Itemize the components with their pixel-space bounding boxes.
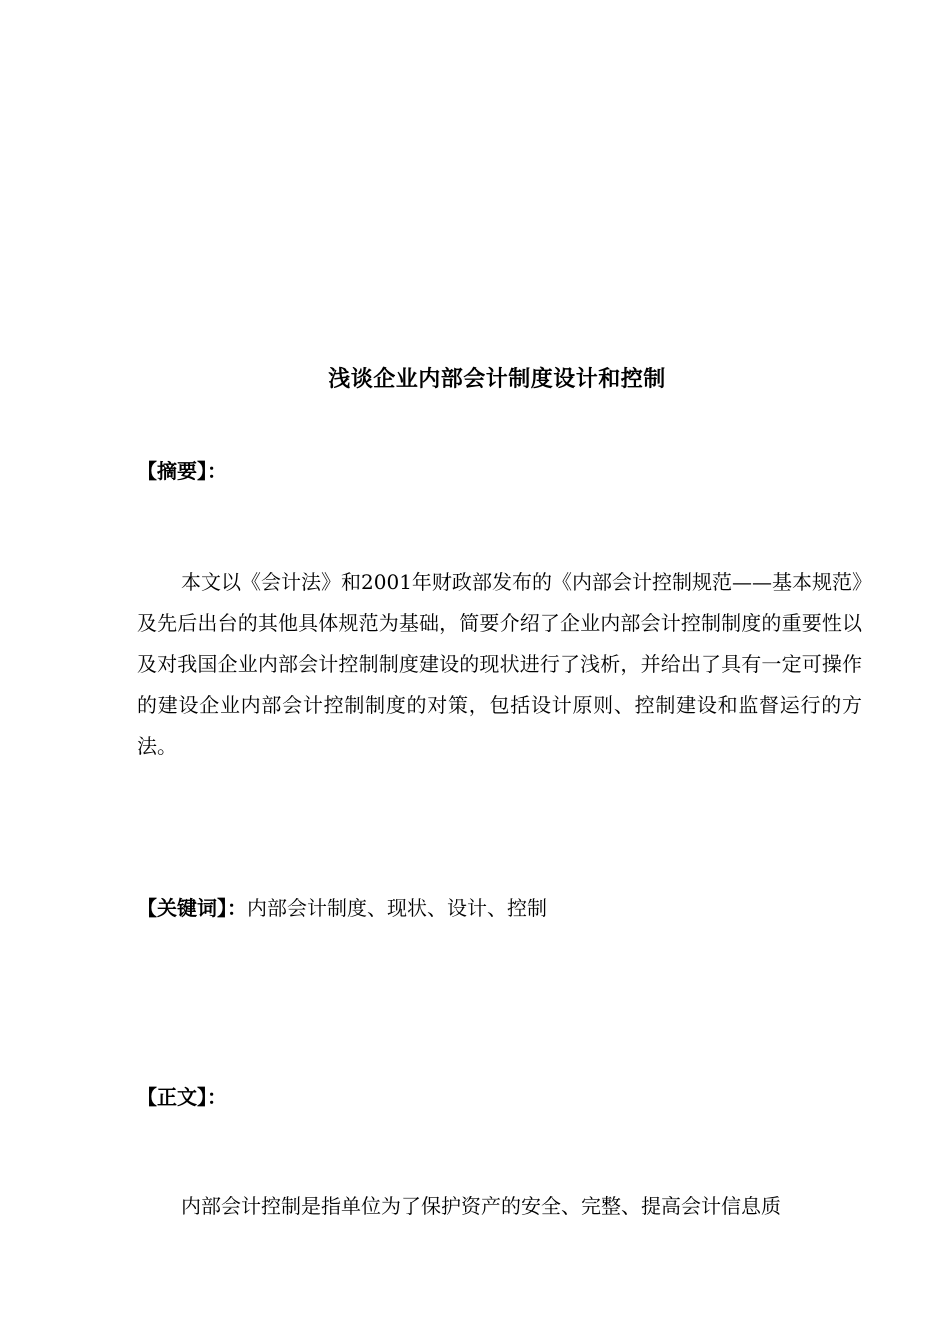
keywords-text: 内部会计制度、现状、设计、控制 (247, 896, 547, 920)
abstract-paragraph: 本文以《会计法》和2001年财政部发布的《内部会计控制规范——基本规范》及先后出台的其他具体规范为基础，简要介绍了企业内部会计控制制度的重要性以及对我国企业内部会计控制制度建设的现状进行了浅析，并给出了具有一定可操作的建设企业内部会计控制制度的对策，包括设计原则、控制建设和监督运行的方法。 (137, 570, 862, 758)
keywords-heading-label: 【关键词】 (137, 896, 227, 920)
body-heading-label: 【正文】 (137, 1085, 207, 1109)
body-paragraph: 内部会计控制是指单位为了保护资产的安全、完整、提高会计信息质 (181, 1194, 781, 1218)
abstract-heading-colon: ： (207, 459, 227, 483)
document-title: 浅谈企业内部会计制度设计和控制 (328, 366, 666, 392)
abstract-heading (137, 455, 227, 484)
abstract-heading-label: 【摘要】 (137, 459, 207, 483)
keywords-line (137, 892, 547, 921)
body-heading (137, 1081, 227, 1110)
keywords-heading-colon: ： (227, 896, 247, 920)
body-heading-colon: ： (207, 1085, 227, 1109)
